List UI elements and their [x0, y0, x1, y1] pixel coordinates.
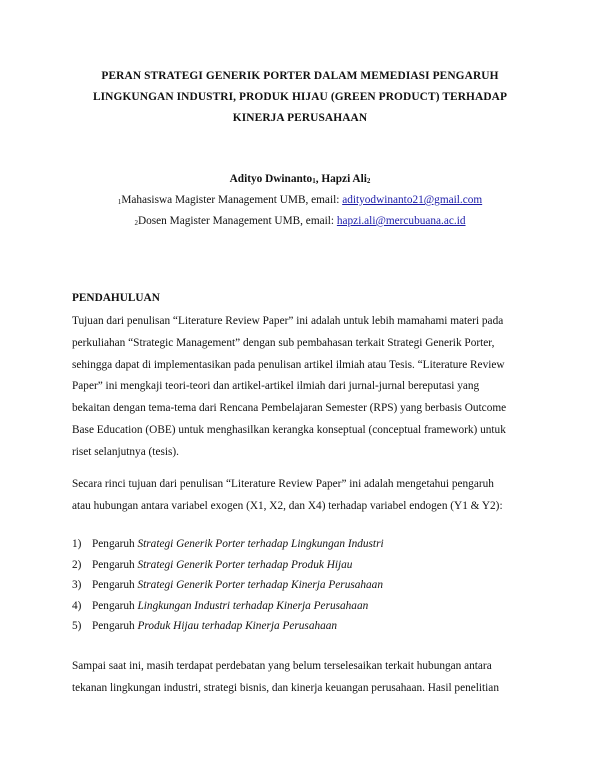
author-name: Hapzi Ali: [321, 173, 367, 185]
text-line: atau hubungan antara variabel exogen (X1, X2, dan X4) terhadap variabel endogen (Y1 & Y2):: [72, 499, 503, 512]
author-separator: ,: [315, 173, 322, 185]
text-line: Secara rinci tujuan dari penulisan “Literature Review Paper” ini adalah mengetahui pengaruh: [72, 478, 494, 490]
affiliation-line: [60, 211, 540, 232]
title-line: LINGKUNGAN INDUSTRI, PRODUK HIJAU (GREEN PRODUCT) TERHADAP: [92, 91, 508, 103]
list-lead: Pengaruh: [92, 599, 138, 612]
email-link[interactable]: hapzi.ali@mercubuana.ac.id: [336, 215, 466, 227]
list-number: 5): [72, 620, 82, 633]
list-item: [72, 596, 384, 617]
paper-title: [60, 66, 540, 129]
list-italic: Strategi Generik Porter terhadap Lingkungan Industri: [137, 538, 384, 550]
author-names: [60, 169, 540, 190]
list-italic: Strategi Generik Porter terhadap Kinerja Perusahaan: [137, 579, 383, 592]
text-line: tekanan lingkungan industri, strategi bisnis, dan kinerja keuangan perusahaan. Hasil penelitian: [72, 681, 499, 694]
list-number: 2): [72, 558, 82, 571]
list-item: [72, 575, 384, 596]
affiliation-mark: 2: [134, 219, 138, 227]
title-line: KINERJA PERUSAHAAN: [232, 112, 368, 124]
list-item: [72, 534, 384, 555]
paragraph-objectives: [72, 474, 530, 518]
paragraph-intro: [72, 311, 530, 464]
text-line: riset selanjutnya (tesis).: [72, 445, 179, 458]
list-item: [72, 616, 384, 637]
list-number: 1): [72, 538, 82, 550]
text-line: bekaitan dengan tema-tema dari Rencana Pembelajaran Semester (RPS) yang berbasis Outcome: [72, 402, 507, 415]
author-name: Adityo Dwinanto: [229, 173, 313, 185]
email-link[interactable]: adityodwinanto21@gmail.com: [342, 194, 483, 206]
text-line: Sampai saat ini, masih terdapat perdebatan yang belum terselesaikan terkait hubungan antara: [72, 660, 492, 672]
list-italic: Produk Hijau terhadap Kinerja Perusahaan: [137, 620, 338, 633]
paragraph-debate: [72, 656, 530, 700]
objectives-list: [72, 534, 384, 637]
text-line: perkuliahan “Strategic Management” dengan sub pembahasan terkait Strategi Generik Porter,: [72, 336, 495, 349]
text-line: Base Education (OBE) untuk menghasilkan kerangka konseptual (conceptual framework) untuk: [72, 423, 506, 436]
text-line: Paper” ini mengkaji teori-teori dan artikel-artikel ilmiah dari jurnal-jurnal bereputasi yang: [72, 380, 480, 393]
list-italic: Lingkungan Industri terhadap Kinerja Perusahaan: [137, 599, 369, 612]
list-number: 4): [72, 599, 82, 612]
list-number: 3): [72, 579, 82, 592]
list-lead: Pengaruh: [92, 579, 138, 592]
text-line: sehingga dapat di implementasikan pada penulisan artikel ilmiah atau Tesis. “Literature Review: [72, 358, 505, 371]
affiliation-mark: 1: [117, 198, 122, 206]
section-heading: PENDAHULUAN: [72, 292, 160, 304]
affiliation-text: Dosen Magister Management UMB, email:: [137, 215, 337, 227]
list-lead: Pengaruh: [92, 620, 138, 633]
affiliation-line: [60, 190, 540, 211]
author-block: [60, 169, 540, 232]
list-italic: Strategi Generik Porter terhadap Produk Hijau: [137, 558, 353, 571]
title-line: PERAN STRATEGI GENERIK PORTER DALAM MEMEDIASI PENGARUH: [101, 70, 499, 82]
text-line: Tujuan dari penulisan “Literature Review Paper” ini adalah untuk lebih mamahami materi pada: [72, 315, 504, 327]
author-mark: 1: [312, 177, 316, 185]
author-mark: 2: [366, 177, 371, 185]
list-item: [72, 555, 384, 576]
list-lead: Pengaruh: [92, 558, 138, 571]
affiliation-text: Mahasiswa Magister Management UMB, email:: [121, 194, 343, 206]
list-lead: Pengaruh: [92, 538, 138, 550]
